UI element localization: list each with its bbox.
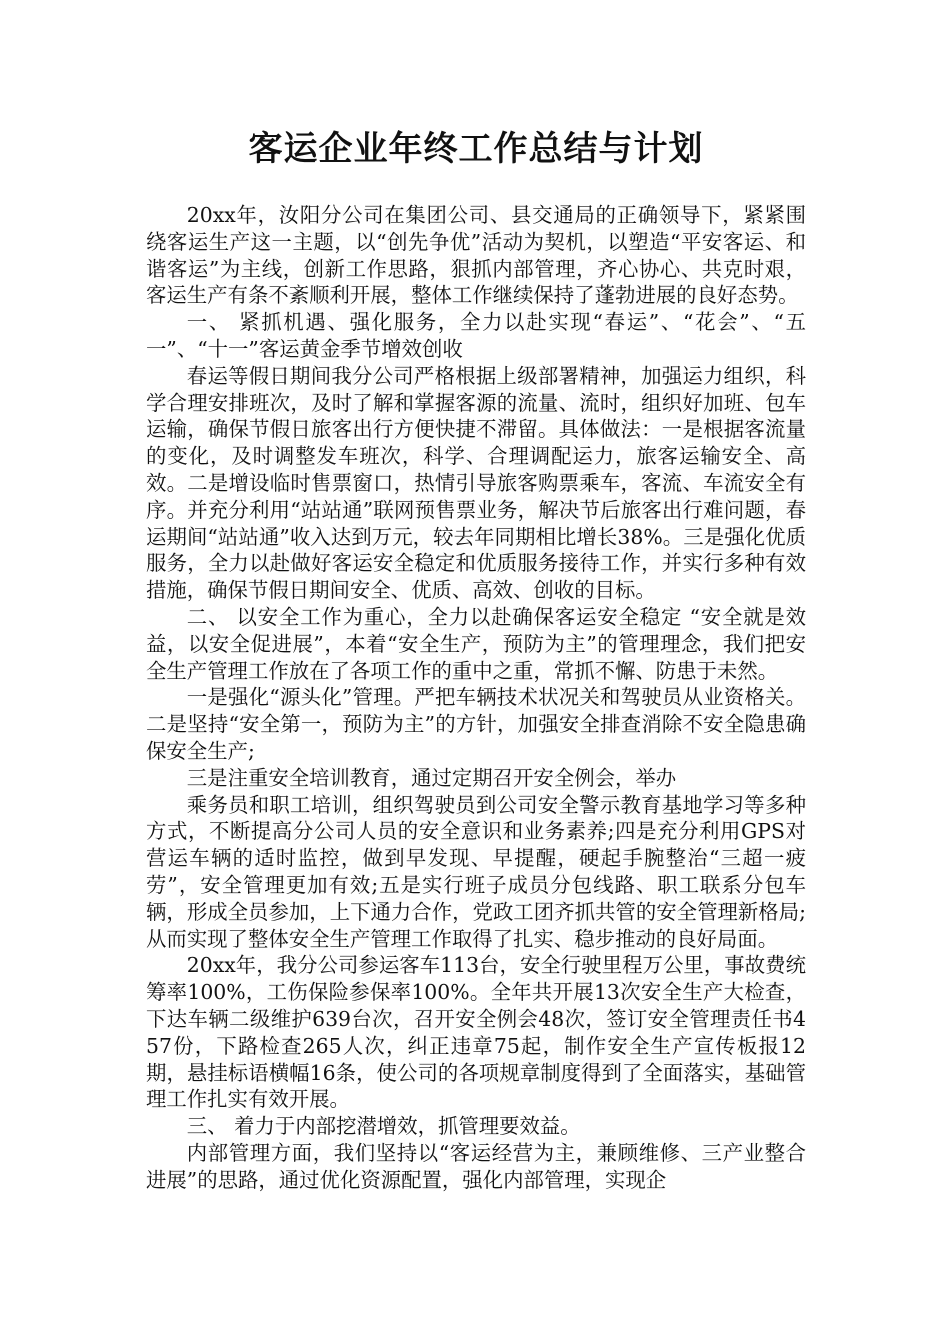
paragraph-staff-training: 乘务员和职工培训，组织驾驶员到公司安全警示教育基地学习等多种方式，不断提高分公司人员的安全意识和业务素养;四是充分利用GPS对营运车辆的适时监控，做到早发现、早提醒，硬起手腕整治“三超一疲劳”，安全管理更加有效;五是实行班子成员分包线路、职工联系分包车辆，形成全员参加，上下通力合作，党政工团齐抓共管的安全管理新格局;从而实现了整体安全生产管理工作取得了扎实、稳步推动的良好局面。 xyxy=(146,792,806,951)
document-title: 客运企业年终工作总结与计划 xyxy=(248,129,704,169)
section-heading-3: 三、 着力于内部挖潜增效，抓管理要效益。 xyxy=(186,1114,581,1139)
paragraph-safety-training: 三是注重安全培训教育，通过定期召开安全例会，举办 xyxy=(186,765,677,790)
section-heading-1: 一、 紧抓机遇、强化服务，全力以赴实现“春运”、“花会”、“五一”、“十一”客运黄金季节增效创收 xyxy=(146,310,806,361)
paragraph-intro: 20xx年，汝阳分公司在集团公司、县交通局的正确领导下，紧紧围绕客运生产这一主题，以“创先争优”活动为契机，以塑造“平安客运、和谐客运”为主线，创新工作思路，狠抓内部管理，齐心协心、共克时艰，客运生产有条不紊顺利开展，整体工作继续保持了蓬勃进展的良好态势。 xyxy=(146,203,806,308)
paragraph-source-management: 一是强化“源头化”管理。严把车辆技术状况关和驾驶员从业资格关。二是坚持“安全第一，预防为主”的方针，加强安全排查消除不安全隐患确保安全生产; xyxy=(146,685,806,763)
document-page xyxy=(146,124,806,1193)
section-heading-2: 二、 以安全工作为重心，全力以赴确保客运安全稳定 “安全就是效益，以安全促进展”，本着“安全生产，预防为主”的管理理念，我们把安全生产管理工作放在了各项工作的重中之重，常抓不懈、防患于未然。 xyxy=(146,604,806,683)
paragraph-internal-management: 内部管理方面，我们坚持以“客运经营为主，兼顾维修、三产业整合进展”的思路，通过优化资源配置，强化内部管理，实现企 xyxy=(146,1140,806,1192)
paragraph-spring-festival: 春运等假日期间我分公司严格根据上级部署精神，加强运力组织，科学合理安排班次，及时了解和掌握客源的流量、流时，组织好加班、包车运输，确保节假日旅客出行方便快捷不滞留。具体做法：一是根据客流量的变化，及时调整发车班次，科学、合理调配运力，旅客运输安全、高效。二是增设临时售票窗口，热情引导旅客购票乘车，客流、车流安全有序。并充分利用“站站通”联网预售票业务，解决节后旅客出行难问题，春运期间“站站通”收入达到万元，较去年同期相比增长38%。三是强化优质服务，全力以赴做好客运安全稳定和优质服务接待工作，并实行多种有效措施，确保节假日期间安全、优质、高效、创收的目标。 xyxy=(146,363,806,603)
paragraph-statistics: 20xx年，我分公司参运客车113台，安全行驶里程万公里，事故费统筹率100%，工伤保险参保率100%。全年共开展13次安全生产大检查，下达车辆二级维护639台次，召开安全例会48次，签订安全管理责任书457份，下路检查265人次，纠正违章75起，制作安全生产宣传板报12期，悬挂标语横幅16条，使公司的各项规章制度得到了全面落实，基础管理工作扎实有效开展。 xyxy=(146,953,806,1112)
